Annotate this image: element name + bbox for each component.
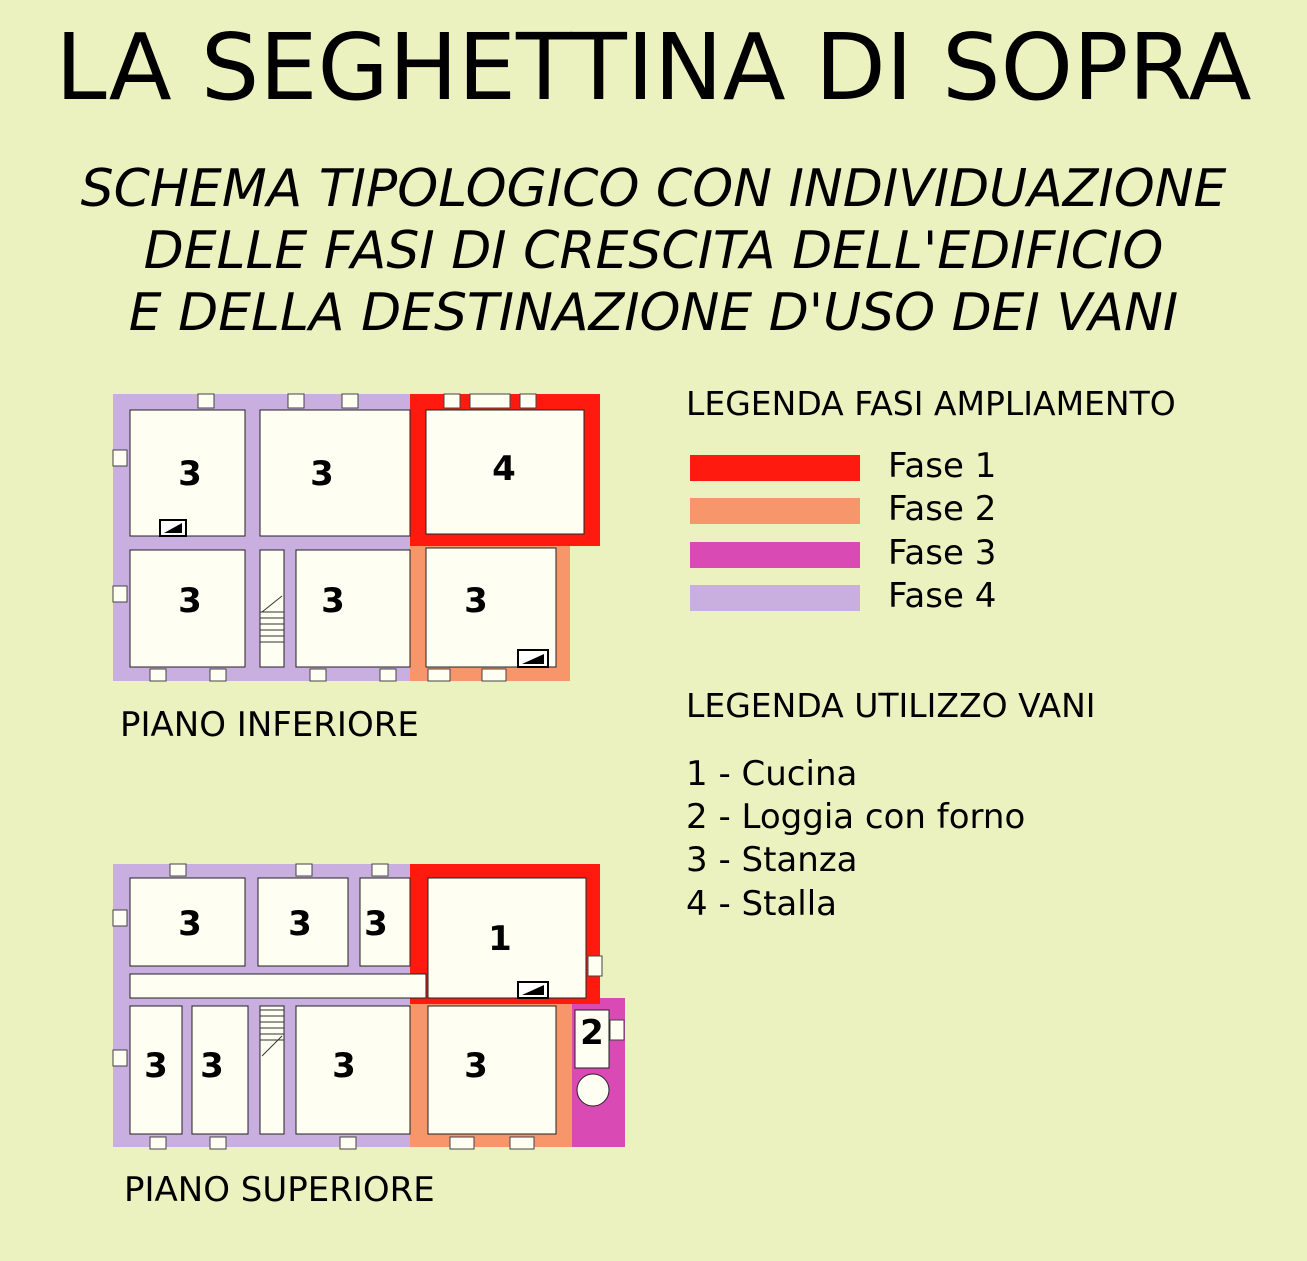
lower-room (260, 410, 410, 536)
subtitle-line-3: E DELLA DESTINAZIONE D'USO DEI VANI (128, 283, 1179, 343)
lower-room-number: 3 (464, 581, 488, 621)
upper-room-number: 3 (144, 1046, 168, 1086)
lower-room (296, 550, 410, 667)
subtitle-line-1: SCHEMA TIPOLOGICO CON INDIVIDUAZIONE (80, 159, 1227, 219)
upper-room (428, 1006, 556, 1134)
upper-floor-label: PIANO SUPERIORE (124, 1170, 435, 1210)
phase-legend-title: LEGENDA FASI AMPLIAMENTO (686, 384, 1176, 423)
upper-room-number: 2 (580, 1013, 604, 1053)
phase-swatch (690, 542, 860, 568)
lower-room-number: 3 (321, 581, 345, 621)
upper-floor-plan (110, 860, 630, 1155)
use-legend-title: LEGENDA UTILIZZO VANI (686, 686, 1096, 725)
phase-swatch (690, 498, 860, 524)
upper-oven (577, 1074, 609, 1106)
upper-room-number: 3 (464, 1046, 488, 1086)
lower-floor-plan (110, 390, 610, 690)
phase-label: Fase 3 (888, 533, 997, 573)
phase-swatch (690, 585, 860, 611)
lower-room-number: 3 (310, 454, 334, 494)
upper-corridor (130, 974, 426, 998)
upper-room-number: 1 (488, 919, 512, 959)
subtitle (0, 158, 1307, 344)
upper-room-number: 3 (178, 904, 202, 944)
phase-label: Fase 1 (888, 446, 997, 486)
upper-room-number: 3 (288, 904, 312, 944)
phase-swatch (690, 455, 860, 481)
use-legend-item: 2 - Loggia con forno (686, 797, 1026, 837)
lower-room-number: 3 (178, 581, 202, 621)
upper-room-number: 3 (332, 1046, 356, 1086)
phase-label: Fase 2 (888, 489, 997, 529)
lower-stair (260, 550, 284, 667)
lower-room-number: 3 (178, 454, 202, 494)
subtitle-line-2: DELLE FASI DI CRESCITA DELL'EDIFICIO (143, 221, 1164, 281)
use-legend-item: 1 - Cucina (686, 754, 858, 794)
use-legend-item: 4 - Stalla (686, 884, 837, 924)
use-legend-item: 3 - Stanza (686, 840, 858, 880)
upper-stair (260, 1006, 284, 1134)
upper-room-number: 3 (364, 904, 388, 944)
lower-room-number: 4 (492, 449, 516, 489)
phase-label: Fase 4 (888, 576, 997, 616)
page-title: LA SEGHETTINA DI SOPRA (55, 14, 1252, 121)
upper-room-number: 3 (200, 1046, 224, 1086)
lower-floor-label: PIANO INFERIORE (120, 705, 419, 745)
